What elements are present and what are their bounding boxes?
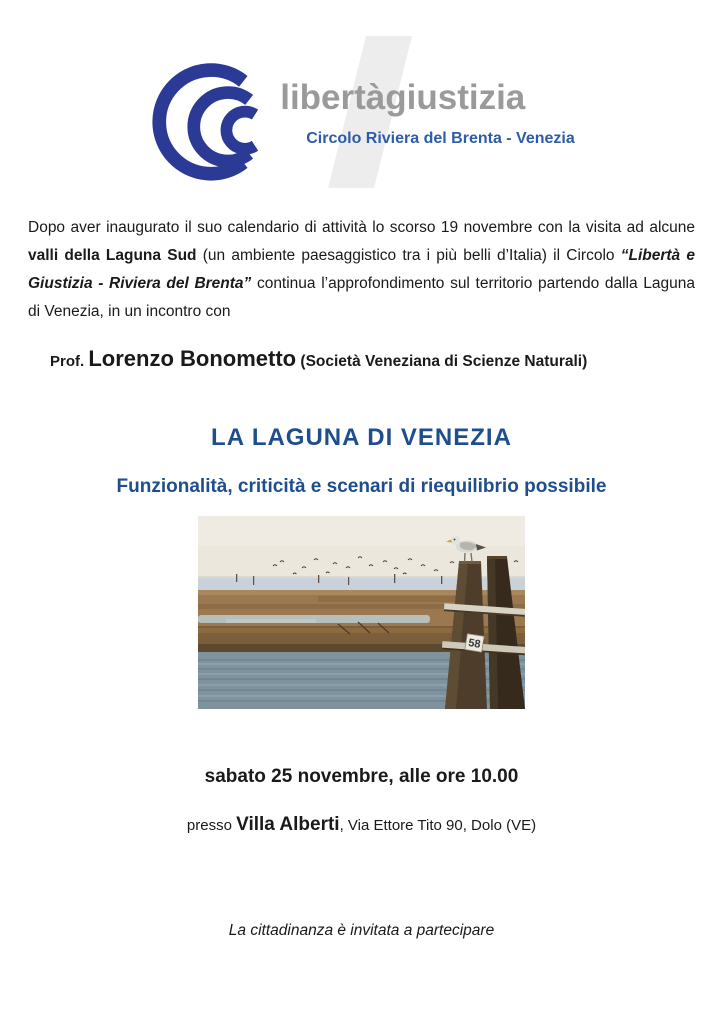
event-venue — [0, 814, 723, 836]
event-subtitle: Funzionalità, criticità e scenari di riequilibrio possibile — [116, 476, 607, 497]
venue-name: Villa Alberti — [236, 814, 340, 835]
photo-container — [0, 516, 723, 714]
circolo-subtitle: Circolo Riviera del Brenta - Venezia — [306, 130, 575, 147]
lagoon-photo — [198, 516, 525, 709]
logo-text-block — [280, 78, 575, 148]
event-title: LA LAGUNA DI VENEZIA — [211, 424, 512, 451]
event-datetime: sabato 25 novembre, alle ore 10.00 — [204, 766, 519, 787]
intro-segment: Dopo aver inaugurato il suo calendario di attività lo scorso 19 novembre con la visita ad alcune — [28, 219, 695, 236]
speaker-line — [50, 346, 723, 372]
invitation-line: La cittadinanza è invitata a partecipare — [228, 922, 495, 939]
venue-prefix: presso — [186, 817, 237, 834]
intro-segment-bold-italic: “Libertà e Giustizia - Riviera del Brenta” — [28, 247, 695, 292]
intro-segment-bold: valli della Laguna Sud — [28, 247, 197, 264]
intro-segment: (un ambiente paesaggistico tra i più belli d’Italia) il Circolo — [196, 247, 621, 264]
intro-paragraph — [28, 214, 695, 326]
brand-wordmark: libertàgiustizia — [280, 78, 526, 117]
header — [0, 0, 723, 192]
logo-arcs-icon — [148, 52, 276, 184]
liberta-giustizia-logo — [0, 50, 723, 184]
speaker-prefix: Prof. — [50, 353, 89, 370]
speaker-affiliation: (Società Veneziana di Scienze Naturali) — [296, 353, 588, 370]
intro-segment: continua l’approfondimento sul territorio partendo dalla Laguna di Venezia, in un incontro con — [28, 275, 695, 320]
speaker-name: Lorenzo Bonometto — [88, 346, 297, 371]
venue-address: , Via Ettore Tito 90, Dolo (VE) — [339, 817, 537, 834]
pole-number-tag: 58 — [467, 637, 482, 651]
